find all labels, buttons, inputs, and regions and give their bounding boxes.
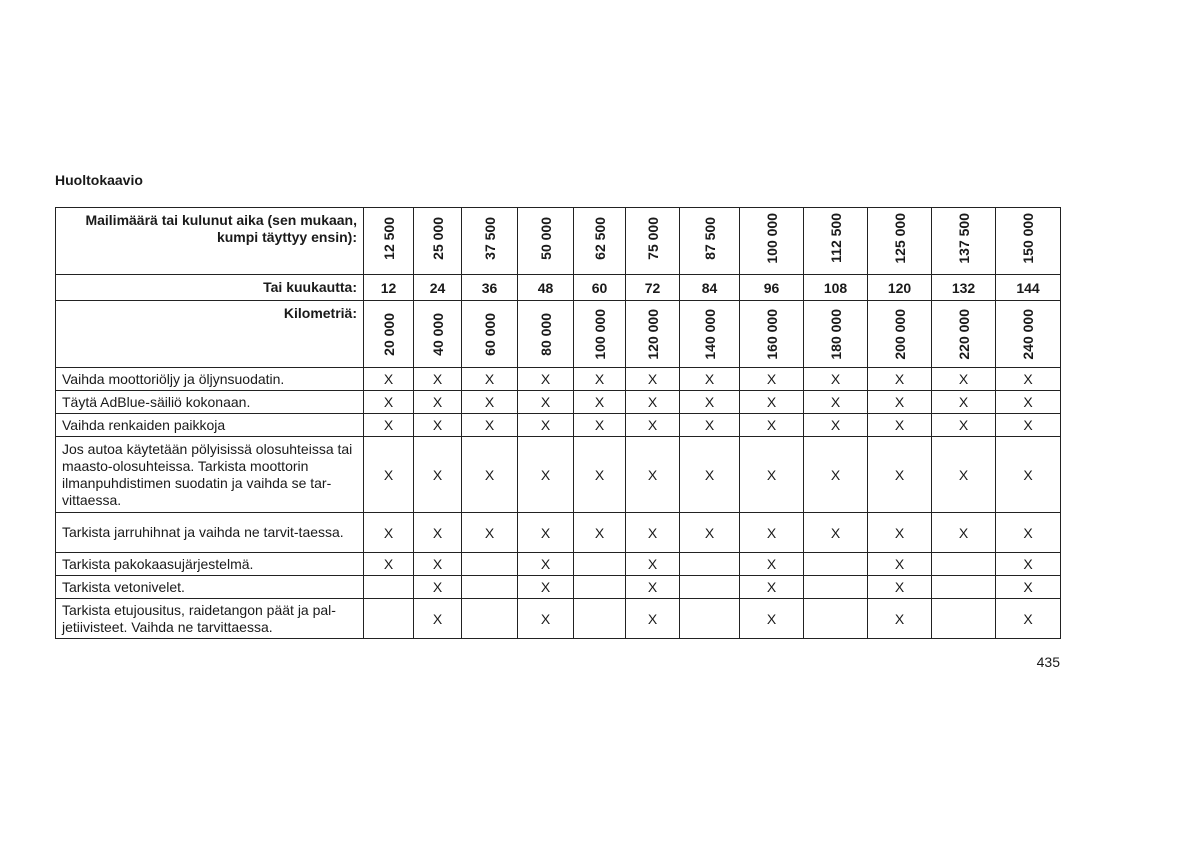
task-mark-cell: X (932, 513, 996, 553)
task-mark-cell (680, 599, 740, 639)
mileage-value: 62 500 (591, 216, 608, 260)
task-mark-cell: X (932, 391, 996, 414)
task-mark-cell: X (414, 576, 462, 599)
task-row (56, 576, 1061, 599)
task-mark-cell (680, 576, 740, 599)
task-mark-cell: X (680, 391, 740, 414)
kilometer-value: 160 000 (763, 308, 780, 360)
kilometer-value: 20 000 (380, 312, 397, 356)
mileage-cell (626, 208, 680, 275)
month-cell: 72 (626, 275, 680, 301)
task-mark-cell: X (518, 391, 574, 414)
task-mark-cell: X (574, 513, 626, 553)
task-mark-cell: X (518, 513, 574, 553)
mileage-cell (932, 208, 996, 275)
task-mark-cell: X (996, 391, 1061, 414)
task-mark-cell: X (740, 437, 804, 513)
task-mark-cell: X (364, 437, 414, 513)
task-mark-cell: X (414, 368, 462, 391)
kilometer-value: 120 000 (644, 308, 661, 360)
mileage-value: 37 500 (481, 216, 498, 260)
months-row (56, 275, 1061, 301)
task-mark-cell: X (574, 368, 626, 391)
mileage-value: 12 500 (380, 216, 397, 260)
mileage-value: 87 500 (701, 216, 718, 260)
month-cell: 96 (740, 275, 804, 301)
task-row (56, 513, 1061, 553)
mileage-cell (414, 208, 462, 275)
task-mark-cell: X (414, 599, 462, 639)
task-mark-cell: X (740, 391, 804, 414)
task-mark-cell: X (740, 368, 804, 391)
task-mark-cell: X (932, 368, 996, 391)
task-mark-cell: X (574, 391, 626, 414)
task-mark-cell: X (996, 368, 1061, 391)
task-mark-cell: X (740, 414, 804, 437)
task-mark-cell: X (996, 414, 1061, 437)
task-mark-cell: X (932, 437, 996, 513)
mileage-cell (680, 208, 740, 275)
mileage-value: 137 500 (955, 212, 972, 264)
kilometer-cell (680, 301, 740, 368)
task-mark-cell: X (518, 599, 574, 639)
month-cell: 144 (996, 275, 1061, 301)
kilometer-value: 100 000 (591, 308, 608, 360)
month-cell: 48 (518, 275, 574, 301)
task-mark-cell: X (868, 414, 932, 437)
kilometer-cell (996, 301, 1061, 368)
task-mark-cell: X (868, 437, 932, 513)
mileage-cell (996, 208, 1061, 275)
task-mark-cell (462, 553, 518, 576)
task-mark-cell: X (518, 414, 574, 437)
month-cell: 108 (804, 275, 868, 301)
month-cell: 36 (462, 275, 518, 301)
task-mark-cell: X (996, 513, 1061, 553)
kilometer-cell (518, 301, 574, 368)
kilometer-cell (868, 301, 932, 368)
task-mark-cell: X (626, 368, 680, 391)
task-mark-cell: X (680, 437, 740, 513)
task-mark-cell: X (462, 368, 518, 391)
month-cell: 132 (932, 275, 996, 301)
mileage-cell (364, 208, 414, 275)
task-mark-cell (804, 599, 868, 639)
mileage-value: 50 000 (537, 216, 554, 260)
kilometers-row (56, 301, 1061, 368)
task-mark-cell: X (868, 391, 932, 414)
task-label: Tarkista vetonivelet. (56, 576, 364, 599)
task-mark-cell: X (518, 553, 574, 576)
task-mark-cell: X (574, 414, 626, 437)
kilometer-cell (932, 301, 996, 368)
page-title: Huoltokaavio (55, 172, 143, 188)
task-mark-cell: X (414, 513, 462, 553)
task-mark-cell: X (868, 576, 932, 599)
task-mark-cell: X (626, 576, 680, 599)
task-mark-cell (462, 599, 518, 639)
task-mark-cell (932, 576, 996, 599)
mileage-cell (868, 208, 932, 275)
task-row (56, 368, 1061, 391)
mileage-value: 150 000 (1020, 212, 1036, 264)
task-mark-cell: X (996, 437, 1061, 513)
task-mark-cell: X (804, 391, 868, 414)
task-mark-cell: X (740, 599, 804, 639)
task-mark-cell: X (414, 437, 462, 513)
task-row (56, 437, 1061, 513)
task-label: Vaihda renkaiden paikkoja (56, 414, 364, 437)
task-label: Vaihda moottoriöljy ja öljynsuodatin. (56, 368, 364, 391)
task-mark-cell: X (462, 437, 518, 513)
kilometer-value: 80 000 (537, 312, 554, 356)
task-mark-cell (364, 599, 414, 639)
task-label: Tarkista jarruhihnat ja vaihda ne tarvit-taessa. (56, 513, 364, 553)
task-mark-cell: X (868, 553, 932, 576)
kilometer-value: 220 000 (955, 308, 972, 360)
mileage-value: 25 000 (429, 216, 446, 260)
task-mark-cell (462, 576, 518, 599)
task-label: Jos autoa käytetään pölyisissä olosuhteissa tai maasto-olosuhteissa. Tarkista moottorin ilmanpuhdistimen suodatin ja vaihda se tar-vittaessa. (56, 437, 364, 513)
month-cell: 12 (364, 275, 414, 301)
kilometer-value: 40 000 (429, 312, 446, 356)
kilometer-value: 60 000 (481, 312, 498, 356)
task-mark-cell: X (680, 513, 740, 553)
kilometer-cell (626, 301, 680, 368)
task-mark-cell: X (868, 513, 932, 553)
task-mark-cell: X (996, 599, 1061, 639)
mileage-value: 100 000 (763, 212, 780, 264)
task-mark-cell: X (626, 437, 680, 513)
page-number: 435 (1036, 654, 1060, 670)
task-mark-cell: X (804, 437, 868, 513)
maintenance-schedule-table (55, 207, 1061, 639)
task-mark-cell: X (868, 368, 932, 391)
task-label: Tarkista etujousitus, raidetangon päät ja pal-jetiivisteet. Vaihda ne tarvittaessa. (56, 599, 364, 639)
task-mark-cell: X (626, 513, 680, 553)
task-mark-cell: X (414, 553, 462, 576)
kilometer-cell (364, 301, 414, 368)
kilometer-cell (804, 301, 868, 368)
mileage-cell (518, 208, 574, 275)
month-cell: 24 (414, 275, 462, 301)
task-mark-cell (804, 576, 868, 599)
task-mark-cell: X (462, 513, 518, 553)
task-mark-cell: X (518, 368, 574, 391)
months-label: Tai kuukautta: (56, 275, 364, 301)
kilometer-value: 140 000 (701, 308, 718, 360)
kilometer-cell (462, 301, 518, 368)
month-cell: 60 (574, 275, 626, 301)
task-mark-cell: X (364, 414, 414, 437)
kilometer-cell (740, 301, 804, 368)
task-mark-cell: X (626, 553, 680, 576)
task-mark-cell: X (364, 391, 414, 414)
task-mark-cell: X (740, 576, 804, 599)
task-mark-cell: X (574, 437, 626, 513)
kilometer-value: 240 000 (1020, 308, 1036, 360)
task-mark-cell: X (804, 368, 868, 391)
task-mark-cell: X (680, 368, 740, 391)
task-mark-cell: X (996, 576, 1061, 599)
task-mark-cell (574, 599, 626, 639)
task-row (56, 553, 1061, 576)
task-mark-cell (804, 553, 868, 576)
task-mark-cell (574, 553, 626, 576)
mileage-cell (740, 208, 804, 275)
task-row (56, 414, 1061, 437)
task-mark-cell: X (414, 414, 462, 437)
task-mark-cell: X (804, 513, 868, 553)
mileage-row (56, 208, 1061, 275)
task-mark-cell: X (462, 391, 518, 414)
task-label: Tarkista pakokaasujärjestelmä. (56, 553, 364, 576)
task-row (56, 391, 1061, 414)
mileage-value: 125 000 (891, 212, 908, 264)
task-mark-cell (932, 599, 996, 639)
mileage-cell (574, 208, 626, 275)
task-label: Täytä AdBlue-säiliö kokonaan. (56, 391, 364, 414)
kilometer-value: 200 000 (891, 308, 908, 360)
task-mark-cell (680, 553, 740, 576)
task-mark-cell: X (996, 553, 1061, 576)
kilometer-cell (414, 301, 462, 368)
task-mark-cell (574, 576, 626, 599)
task-row (56, 599, 1061, 639)
mileage-value: 75 000 (644, 216, 661, 260)
task-mark-cell: X (414, 391, 462, 414)
task-mark-cell: X (740, 553, 804, 576)
task-mark-cell: X (740, 513, 804, 553)
kilometer-cell (574, 301, 626, 368)
task-mark-cell: X (626, 599, 680, 639)
task-mark-cell: X (518, 437, 574, 513)
kilometer-value: 180 000 (827, 308, 844, 360)
task-mark-cell: X (462, 414, 518, 437)
task-mark-cell: X (364, 553, 414, 576)
task-mark-cell: X (868, 599, 932, 639)
task-mark-cell: X (626, 391, 680, 414)
task-mark-cell (932, 553, 996, 576)
task-mark-cell: X (364, 513, 414, 553)
mileage-label: Mailimäärä tai kulunut aika (sen mukaan, kumpi täyttyy ensin): (56, 208, 364, 275)
task-mark-cell: X (626, 414, 680, 437)
task-mark-cell: X (804, 414, 868, 437)
task-mark-cell (364, 576, 414, 599)
task-mark-cell: X (364, 368, 414, 391)
task-mark-cell: X (518, 576, 574, 599)
month-cell: 84 (680, 275, 740, 301)
kilometers-label: Kilometriä: (56, 301, 364, 368)
month-cell: 120 (868, 275, 932, 301)
mileage-cell (462, 208, 518, 275)
task-mark-cell: X (680, 414, 740, 437)
task-mark-cell: X (932, 414, 996, 437)
mileage-cell (804, 208, 868, 275)
mileage-value: 112 500 (827, 213, 844, 263)
